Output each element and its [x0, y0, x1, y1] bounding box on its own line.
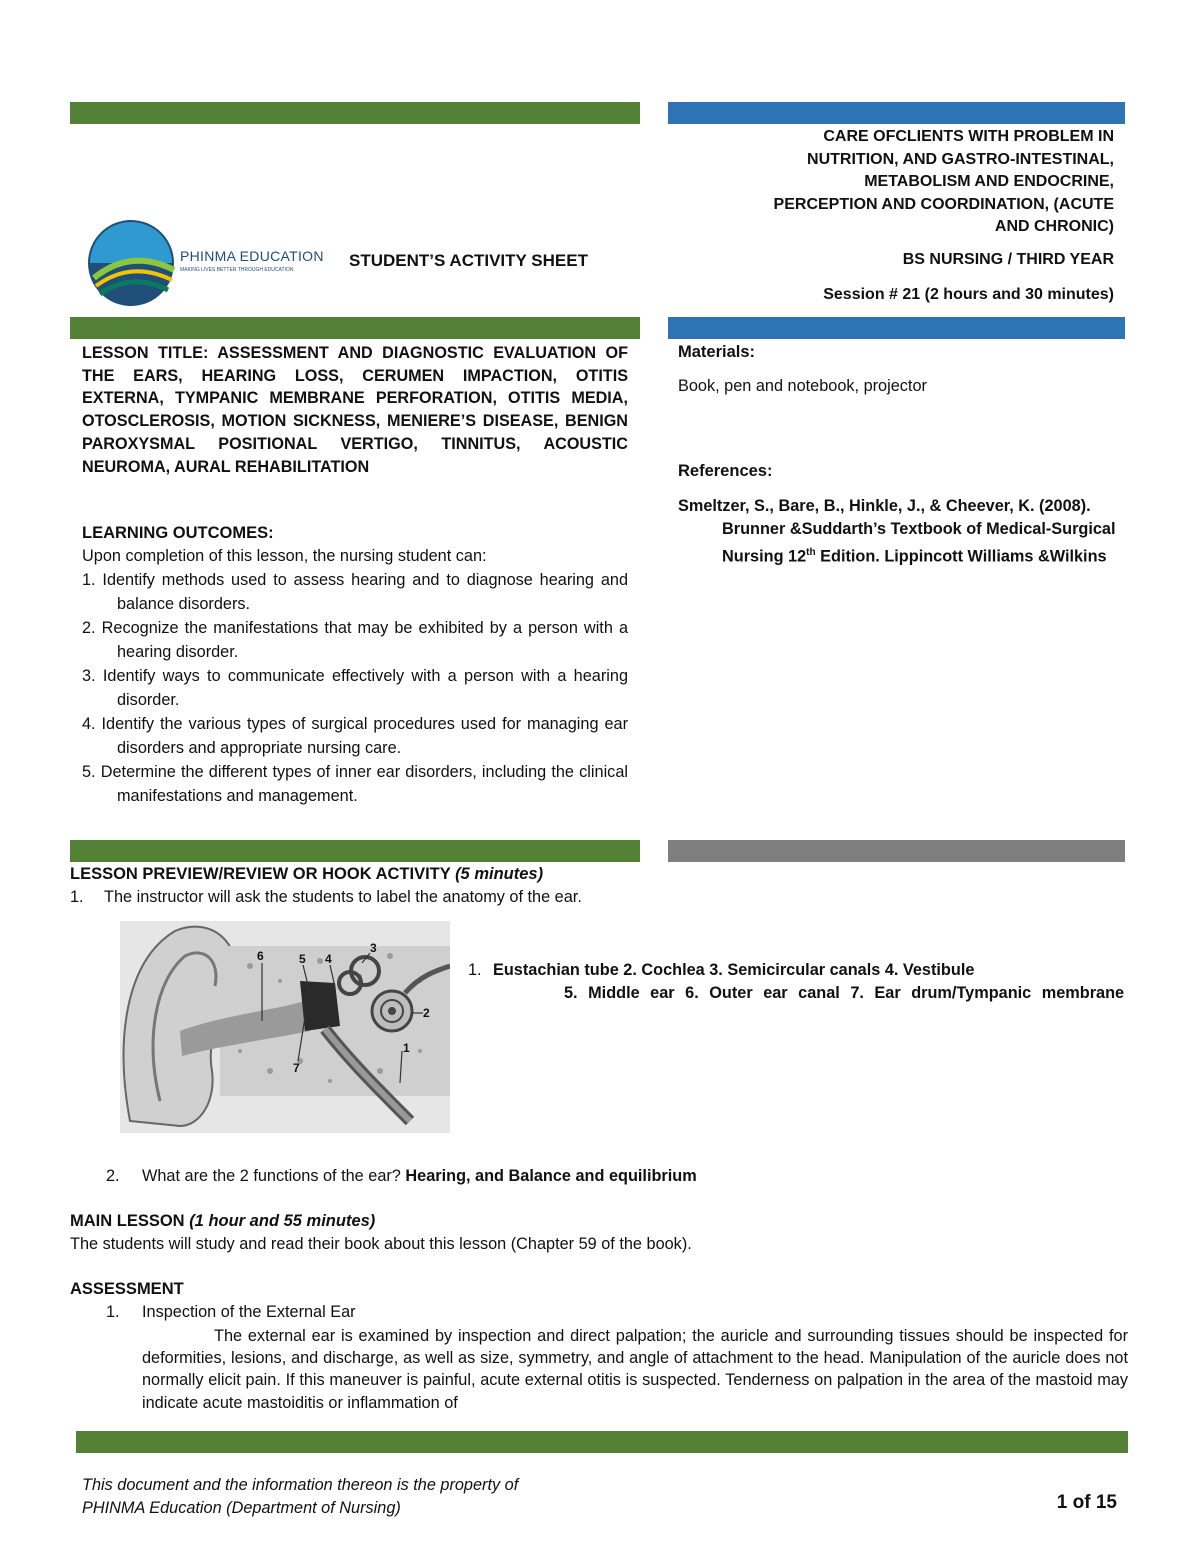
outcome-item: 3. Identify ways to communicate effectively with a person with a hearing disorder. [82, 667, 628, 709]
main-lesson-heading [70, 1212, 375, 1231]
diagram-label-4: 4 [325, 952, 332, 966]
q1-number: 1. [70, 888, 84, 906]
q1-text: The instructor will ask the students to label the anatomy of the ear. [104, 888, 582, 906]
preview-heading-text: LESSON PREVIEW/REVIEW OR HOOK ACTIVITY [70, 865, 451, 883]
reference-entry [678, 495, 1118, 568]
course-title [660, 126, 1114, 239]
main-lesson-text: The students will study and read their book about this lesson (Chapter 59 of the book). [70, 1235, 692, 1253]
outcomes-heading: LEARNING OUTCOMES: [82, 524, 274, 542]
assessment-item-number: 1. [106, 1303, 120, 1321]
footer-line-2: PHINMA Education (Department of Nursing) [82, 1499, 401, 1517]
preview-question-1 [70, 888, 582, 907]
program-label: BS NURSING / THIRD YEAR [902, 251, 1114, 268]
answer-line2: 5. Middle ear 6. Outer ear canal 7. Ear drum/Tympanic membrane [564, 984, 1125, 1002]
preview-question-2 [106, 1167, 697, 1186]
ear-anatomy-diagram [120, 921, 450, 1133]
outcome-item: 2. Recognize the manifestations that may be exhibited by a person with a hearing disorder. [82, 619, 628, 661]
answer-line1: Eustachian tube 2. Cochlea 3. Semicircular canals 4. Vestibule [493, 961, 975, 979]
reference-text-after: Edition. Lippincott Williams &Wilkins [815, 547, 1107, 566]
q2-text: What are the 2 functions of the ear? [142, 1167, 401, 1185]
outcome-item: 5. Determine the different types of inner ear disorders, including the clinical manifestations and management. [82, 763, 628, 805]
main-lesson-heading-text: MAIN LESSON [70, 1212, 185, 1230]
phinma-logo-mark [86, 218, 331, 310]
preview-heading [70, 865, 543, 884]
outcomes-intro: Upon completion of this lesson, the nursing student can: [82, 547, 487, 565]
q2-number: 2. [106, 1167, 120, 1185]
footer-bar [76, 1431, 1128, 1453]
session-label: Session # 21 (2 hours and 30 minutes) [823, 286, 1114, 303]
outcome-item: 1. Identify methods used to assess hearing and to diagnose hearing and balance disorders. [82, 571, 628, 613]
course-line: NUTRITION, AND GASTRO-INTESTINAL, [807, 150, 1114, 168]
reference-sup: th [806, 547, 816, 558]
lesson-title [82, 342, 628, 478]
footer-notice [82, 1474, 518, 1520]
q2-answer: Hearing, and Balance and equilibrium [405, 1167, 697, 1185]
section-bar-left [70, 317, 640, 339]
materials-text: Book, pen and notebook, projector [678, 377, 927, 395]
ear-illustration [120, 921, 450, 1133]
preview-time: (5 minutes) [455, 865, 544, 883]
diagram-label-7: 7 [293, 1061, 300, 1075]
references-heading: References: [678, 462, 773, 480]
lesson-title-label: LESSON TITLE: [82, 344, 209, 362]
course-line: CARE OFCLIENTS WITH PROBLEM IN [823, 128, 1114, 145]
phinma-logo [86, 218, 331, 310]
diagram-label-1: 1 [403, 1041, 410, 1055]
assessment-paragraph: The external ear is examined by inspection and direct palpation; the auricle and surrounding tissues should be inspected for deformities, lesions, and discharge, as well as size, symmetry, and angle of attachment to the head. Manipulation of the auricle does not normally elicit pain. If this maneuver is painful, acute external otitis is suspected. Tenderness on palpation in the area of the mastoid may indicate acute mastoiditis or inflammation of [142, 1327, 1128, 1412]
logo-name: PHINMA EDUCATION [180, 248, 324, 264]
diagram-label-6: 6 [257, 949, 264, 963]
course-line: PERCEPTION AND COORDINATION, (ACUTE [773, 195, 1114, 213]
logo-tagline: MAKING LIVES BETTER THROUGH EDUCATION [180, 267, 294, 273]
diagram-answer [468, 959, 1129, 1005]
reference-text: Smeltzer, S., Bare, B., Hinkle, J., & Cheever, K. (2008). Brunner &Suddarth’s Textbook of Medical-Surgical Nursing 12 [678, 497, 1116, 566]
materials-heading: Materials: [678, 343, 756, 361]
diagram-label-2: 2 [423, 1006, 430, 1020]
header-bar-right [668, 102, 1125, 124]
assessment-item-title: Inspection of the External Ear [142, 1303, 356, 1321]
footer-line-1: This document and the information thereon is the property of [82, 1476, 519, 1494]
preview-bar-right [668, 840, 1125, 862]
outcome-item: 4. Identify the various types of surgical procedures used for managing ear disorders and appropriate nursing care. [82, 715, 628, 757]
assessment-item-1 [106, 1303, 356, 1322]
outcomes-list [82, 568, 628, 808]
assessment-heading: ASSESSMENT [70, 1280, 184, 1298]
section-bar-right [668, 317, 1125, 339]
diagram-label-5: 5 [299, 952, 306, 966]
diagram-label-3: 3 [370, 941, 377, 955]
course-line: METABOLISM AND ENDOCRINE, [864, 173, 1114, 191]
sheet-title: STUDENT’S ACTIVITY SHEET [349, 251, 588, 270]
lesson-title-text: ASSESSMENT AND DIAGNOSTIC EVALUATION OF THE EARS, HEARING LOSS, CERUMEN IMPACTION, OTITIS EXTERNA, TYMPANIC MEMBRANE PERFORATION, OTITIS MEDIA, OTOSCLEROSIS, MOTION SICKNESS, MENIERE’S DISEASE, BENIGN PAROXYSMAL POSITIONAL VERTIGO, TINNITUS, ACOUSTIC NEUROMA, AURAL REHABILITATION [82, 344, 628, 476]
answer-number: 1. [468, 961, 482, 979]
course-line: AND CHRONIC) [994, 218, 1114, 236]
header-bar-left [70, 102, 640, 124]
preview-bar-left [70, 840, 640, 862]
page-number: 1 of 15 [1056, 1492, 1117, 1513]
diagram-answer-line1 [468, 959, 1129, 982]
main-lesson-time: (1 hour and 55 minutes) [189, 1212, 376, 1230]
